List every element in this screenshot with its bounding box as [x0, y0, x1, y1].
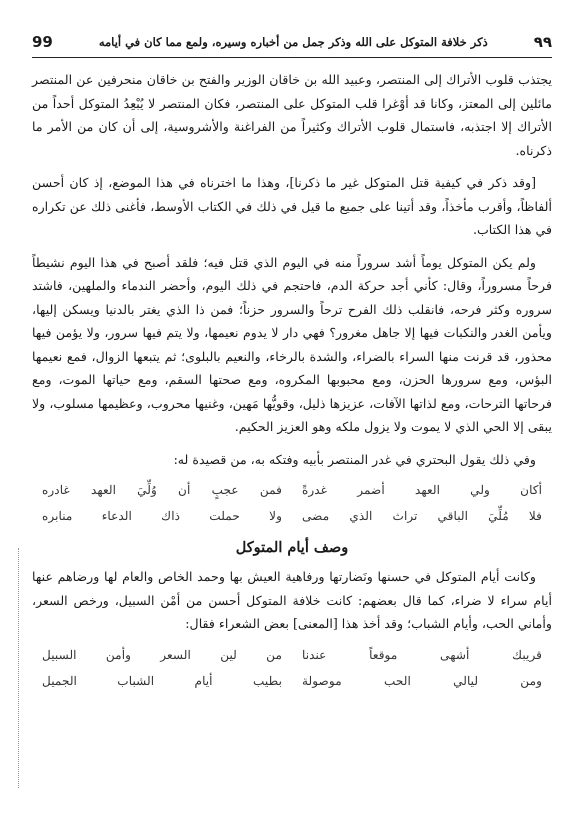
verse-first-hemistich: أكان ولي العهد أضمر غدرةً: [302, 483, 542, 497]
verse-second-hemistich: بطيب أيام الشباب الجميل: [42, 673, 282, 688]
verse-second-hemistich: من لين السعر وأمن السبيل: [42, 647, 282, 662]
paragraph: [وقد ذكر في كيفية قتل المتوكل غير ما ذكرنا]، وهذا ما اخترناه في هذا الموضع، إذ كان أحسن ألفاظاً، وأقرب مأخذاً، وقد أتينا على جميع ما قيل في ذلك في الكتاب الأوسط، فأغنى ذلك عن تكراره في هذا الكتاب.: [32, 175, 552, 237]
page-number-latin: 99: [32, 33, 53, 51]
book-page: [32, 30, 552, 820]
running-header: [32, 30, 552, 58]
section-heading: وصف أيام المتوكل: [235, 539, 349, 556]
paragraph: وكانت أيام المتوكل في حسنها ونَضارتها ورفاهية العيش بها وحمد الخاص والعام لها ورضاهم عنها أيام سراء لا ضراء، كما قال بعضهم: كانت خلافة المتوكل أحسن من أمْن السبيل، ورخص السعر، وأماني الحب، وأيام الشباب؛ وقد أخذ هذا [المعنى] بعض الشعراء فقال:: [32, 569, 552, 631]
paragraph: وفي ذلك يقول البحتري في غدر المنتصر بأبيه وفتكه به، من قصيدة له:: [173, 451, 536, 467]
poem-verse: [32, 477, 552, 503]
verse-first-hemistich: قريبك أشهى موقعاً عندنا: [302, 647, 542, 662]
verse-second-hemistich: فمن عجبٍ أن وُلِّيَ العهد غادره: [42, 483, 282, 497]
poem-verse: [32, 642, 552, 668]
paragraph: ولم يكن المتوكل يوماً أشد سروراً منه في اليوم الذي قتل فيه؛ فلقد أصبح في هذا اليوم نشيطاً فرحاً مسروراً، وقال: كأني أجد حركة الدم، فاحتجم في ذلك اليوم، وأحضر الندماء والملهين، فاشتد سروره وكثر فرحه، فانقلب ذلك الفرح ترحاً والسرور حزناً؛ فمن ذا الذي يغتر بالدنيا ويسكن إليها، ويأمن الغدر والنكبات فيها إلا جاهل مغرور؟ فهي دار لا يدوم نعيمها، ولا يتم فيها سرور، ولا يؤمن فيها محذور، قد قرنت منها السراء بالضراء، والشدة بالرخاء، والنعيم بالبلوى؛ ثم يتبعها الزوال، فمع نعيمها البؤس، ومع سرورها الحزن، ومع محبوبها المكروه، ومع صحتها السقم، ومع حياتها الموت، ومع فرحاتها الترحات، ومع لذاتها الآفات، عزيزها ذليل، وقويُّها مَهين، وغنيها محروب، وعظيمها مسلوب، ولا يبقى إلا الحي الذي لا يموت ولا يزول ملكه وهو العزيز الحكيم.: [32, 254, 552, 434]
margin-rule: [18, 548, 19, 788]
running-title: ذكر خلافة المتوكل على الله وذكر جمل من أخباره وسيره، ولمع مما كان في أيامه: [98, 35, 488, 49]
poem-verse: [32, 503, 552, 529]
verse-first-hemistich: ومن ليالي الحب موصولة: [302, 673, 542, 688]
page-number-arabic: ٩٩: [533, 33, 552, 51]
body-text: [32, 68, 552, 694]
paragraph: يجتذب قلوب الأتراك إلى المنتصر، وعبيد الله بن خاقان الوزير والفتح بن خاقان منحرفين عن المنتصر مائلين إلى المعتز، وكانا قد أوْغرا قلب المتوكل على المنتصر، فكان المنتصر لا يُبْعِدُ المتوكل أحداً من الأتراك إلا اجتذبه، فاستمال قلوب الأتراك وكثيراً من الفراغنة والأشروسية، إلى أن كان من الأمر ما ذكرناه.: [32, 72, 552, 158]
verse-first-hemistich: فلا مُلِّيَ الباقي تراث الذي مضى: [302, 509, 542, 523]
poem-verse: [32, 668, 552, 694]
verse-second-hemistich: ولا حملت ذاك الدعاء منابره: [42, 509, 282, 523]
